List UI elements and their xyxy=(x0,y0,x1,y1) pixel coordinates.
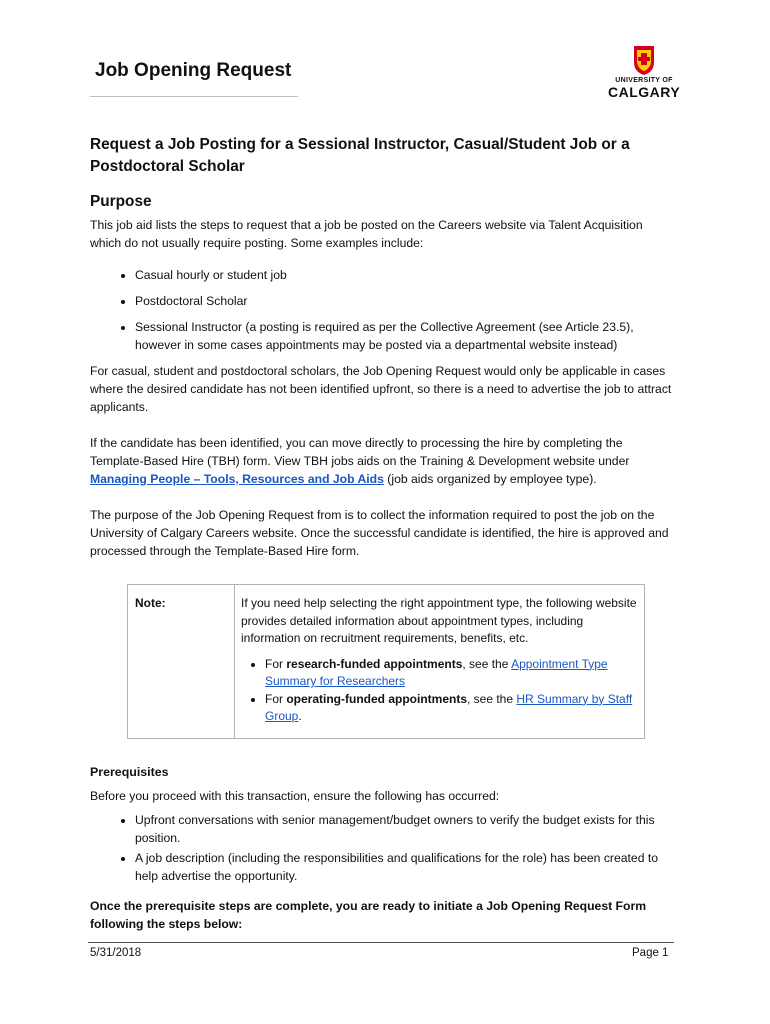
paragraph-purpose: The purpose of the Job Opening Request from is to collect the information required to post the job on the University of Calgary Careers website. Once the successful candidate is identified, the hire is approved and processed through the Template-Based Hire form. xyxy=(90,508,669,558)
header-divider xyxy=(90,96,298,97)
list-item: • Casual hourly or student job xyxy=(135,266,675,284)
note-text: If you need help selecting the right appointment type, the following website provides detailed information about appointment types, including information on recruitment requirements, benefits, etc. xyxy=(241,596,637,645)
prerequisites-heading: Prerequisites xyxy=(90,764,169,779)
list-item xyxy=(265,691,638,726)
paragraph-applicable: For casual, student and postdoctoral scholars, the Job Opening Request would only be applicable in cases where the desired candidate has not been identified upfront, so there is a need to advertise the job to attract applicants. xyxy=(90,364,672,414)
paragraph-text: If the candidate has been identified, you can move directly to processing the hire by completing the Template-Based Hire (TBH) form. View TBH jobs aids on the Training & Development website under xyxy=(90,436,630,468)
item-prefix: For xyxy=(265,691,287,706)
item-bold: research-funded appointments xyxy=(286,656,463,671)
logo-line2: CALGARY xyxy=(608,84,681,100)
crest-icon xyxy=(608,44,680,76)
list-item xyxy=(265,656,638,691)
purpose-intro: This job aid lists the steps to request that a job be posted on the Careers website via Talent Acquisition which do not usually require posting. Some examples include: xyxy=(90,218,643,250)
item-middle: , see the xyxy=(467,691,517,706)
paragraph-identified xyxy=(90,434,675,488)
document-title: Request a Job Posting for a Sessional Instructor, Casual/Student Job or a Postdoctoral Scholar xyxy=(90,136,630,175)
note-list xyxy=(241,656,638,726)
note-label: Note: xyxy=(128,585,235,739)
paragraph-text: (job aids organized by employee type). xyxy=(383,472,597,486)
footer-divider xyxy=(88,942,674,943)
examples-list xyxy=(90,266,675,354)
prerequisites-intro: Before you proceed with this transaction, ensure the following has occurred: xyxy=(90,788,500,803)
university-logo xyxy=(608,44,680,100)
closing-paragraph: Once the prerequisite steps are complete, you are ready to initiate a Job Opening Request Form following the steps below: xyxy=(90,898,647,931)
header-title: Job Opening Request xyxy=(95,60,292,81)
purpose-heading: Purpose xyxy=(90,193,152,210)
logo-line1: UNIVERSITY OF xyxy=(615,77,673,84)
item-bold: operating-funded appointments xyxy=(286,691,467,706)
prerequisites-list xyxy=(90,811,675,885)
appointment-type-summary-link[interactable]: Appointment Type Summary for Researchers xyxy=(265,656,608,688)
document-body xyxy=(90,134,675,946)
item-prefix: For xyxy=(265,656,287,671)
footer-date: 5/31/2018 xyxy=(90,947,142,959)
list-item: • Upfront conversations with senior management/budget owners to verify the budget exists for this position. xyxy=(135,811,675,847)
list-item: • Postdoctoral Scholar xyxy=(135,292,675,310)
item-suffix: . xyxy=(298,709,302,723)
item-middle: , see the xyxy=(462,656,512,671)
hr-summary-link[interactable]: HR Summary by Staff Group xyxy=(265,691,633,723)
note-content xyxy=(235,585,645,739)
list-item: • A job description (including the responsibilities and qualifications for the role) has been created to help advertise the opportunity. xyxy=(135,849,675,885)
note-table xyxy=(127,584,645,739)
page-number: Page 1 xyxy=(632,947,669,959)
list-item: • Sessional Instructor (a posting is required as per the Collective Agreement (see Article 23.5), however in some cases appointments may be posted via a departmental website instead) xyxy=(135,318,675,354)
managing-people-link[interactable]: Managing People – Tools, Resources and Job Aids xyxy=(90,472,384,486)
